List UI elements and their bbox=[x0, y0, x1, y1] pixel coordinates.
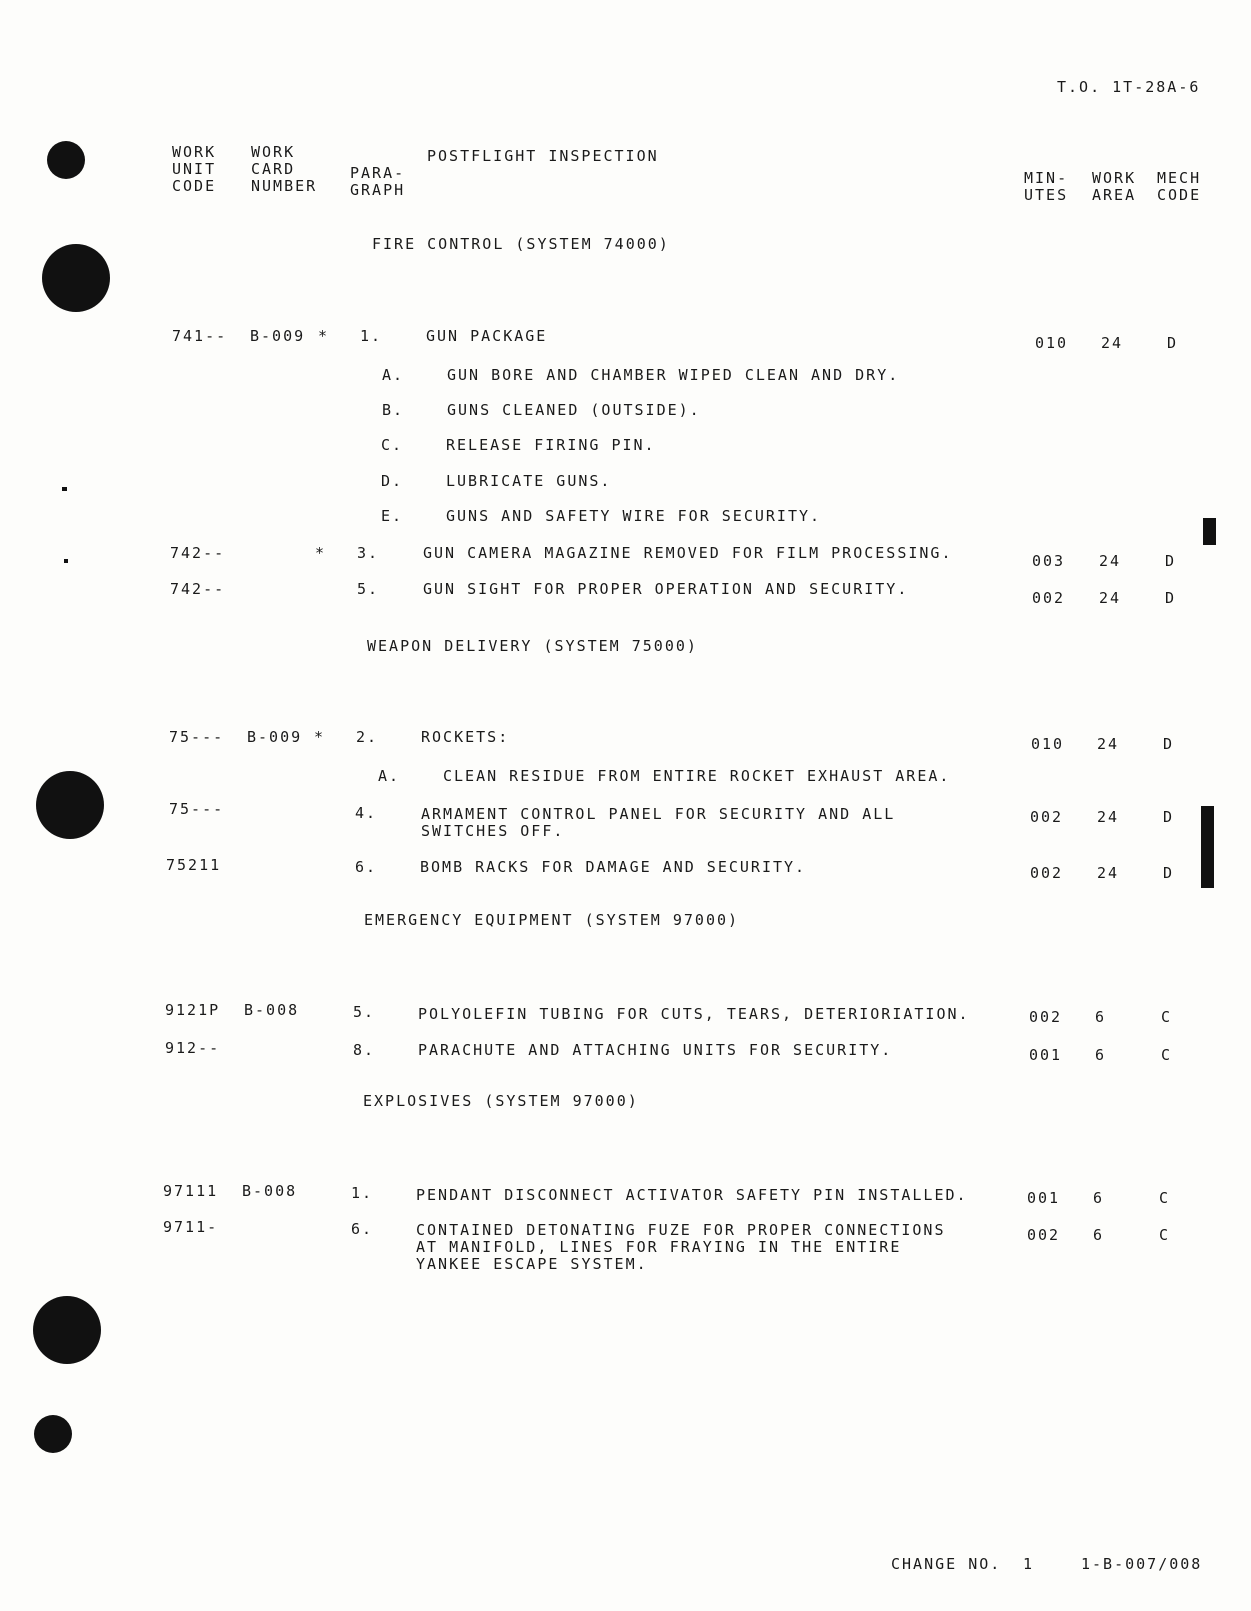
paragraph-number: 6. bbox=[351, 1220, 374, 1238]
margin-tick bbox=[62, 487, 67, 491]
header-paragraph: PARA- GRAPH bbox=[350, 164, 406, 199]
binder-hole bbox=[42, 244, 110, 312]
header-work-area: WORK AREA bbox=[1092, 169, 1137, 204]
binder-hole bbox=[47, 141, 85, 179]
asterisk-mark: * bbox=[315, 544, 327, 562]
work-unit-code: 742-- bbox=[170, 580, 226, 598]
work-card-number: B-008 bbox=[244, 1001, 300, 1019]
change-label: CHANGE NO. bbox=[891, 1555, 1002, 1573]
margin-tick bbox=[64, 559, 68, 563]
item-text: PENDANT DISCONNECT ACTIVATOR SAFETY PIN INSTALLED. bbox=[416, 1186, 968, 1204]
section-heading: FIRE CONTROL (SYSTEM 74000) bbox=[372, 235, 670, 253]
section-heading: EXPLOSIVES (SYSTEM 97000) bbox=[363, 1092, 639, 1110]
sub-item-letter: A. bbox=[382, 366, 405, 384]
item-text: POLYOLEFIN TUBING FOR CUTS, TEARS, DETERIORIATION. bbox=[418, 1005, 970, 1023]
work-unit-code: 75--- bbox=[169, 800, 225, 818]
minutes: 001 bbox=[1029, 1046, 1063, 1064]
work-card-number: B-008 bbox=[242, 1182, 298, 1200]
mech-code: C bbox=[1161, 1008, 1173, 1026]
minutes: 010 bbox=[1031, 735, 1065, 753]
section-heading: EMERGENCY EQUIPMENT (SYSTEM 97000) bbox=[364, 911, 740, 929]
work-area: 6 bbox=[1095, 1008, 1107, 1026]
work-area: 6 bbox=[1093, 1189, 1105, 1207]
work-area: 6 bbox=[1093, 1226, 1105, 1244]
work-unit-code: 912-- bbox=[165, 1039, 221, 1057]
sub-item-text: RELEASE FIRING PIN. bbox=[446, 436, 656, 454]
work-area: 24 bbox=[1097, 735, 1120, 753]
work-unit-code: 75--- bbox=[169, 728, 225, 746]
sub-item-text: LUBRICATE GUNS. bbox=[446, 472, 612, 490]
paragraph-number: 3. bbox=[357, 544, 380, 562]
binder-hole bbox=[36, 771, 104, 839]
sub-item-letter: A. bbox=[378, 767, 401, 785]
item-text: CONTAINED DETONATING FUZE FOR PROPER CONNECTIONS AT MANIFOLD, LINES FOR FRAYING IN THE ENTIRE YANKEE ESCAPE SYSTEM. bbox=[416, 1221, 946, 1273]
mech-code: D bbox=[1163, 735, 1175, 753]
header-work-card-number: WORK CARD NUMBER bbox=[251, 143, 318, 195]
item-text: PARACHUTE AND ATTACHING UNITS FOR SECURITY. bbox=[418, 1041, 893, 1059]
mech-code: C bbox=[1159, 1226, 1171, 1244]
asterisk-mark: * bbox=[314, 728, 326, 746]
work-unit-code: 9121P bbox=[165, 1001, 221, 1019]
paragraph-number: 1. bbox=[351, 1184, 374, 1202]
sub-item-letter: D. bbox=[381, 472, 404, 490]
mech-code: D bbox=[1165, 552, 1177, 570]
asterisk-mark: * bbox=[318, 327, 330, 345]
mech-code: C bbox=[1161, 1046, 1173, 1064]
paragraph-number: 2. bbox=[356, 728, 379, 746]
item-text: GUN CAMERA MAGAZINE REMOVED FOR FILM PROCESSING. bbox=[423, 544, 953, 562]
paragraph-number: 5. bbox=[353, 1003, 376, 1021]
minutes: 002 bbox=[1032, 589, 1066, 607]
work-area: 24 bbox=[1097, 864, 1120, 882]
paragraph-number: 4. bbox=[355, 804, 378, 822]
mech-code: D bbox=[1165, 589, 1177, 607]
work-area: 24 bbox=[1101, 334, 1124, 352]
paragraph-number: 6. bbox=[355, 858, 378, 876]
work-unit-code: 9711- bbox=[163, 1218, 219, 1236]
mech-code: C bbox=[1159, 1189, 1171, 1207]
page-title: POSTFLIGHT INSPECTION bbox=[427, 147, 659, 165]
sub-item-text: CLEAN RESIDUE FROM ENTIRE ROCKET EXHAUST AREA. bbox=[443, 767, 951, 785]
mech-code: D bbox=[1163, 808, 1175, 826]
sub-item-letter: E. bbox=[381, 507, 404, 525]
work-card-number: B-009 bbox=[250, 327, 306, 345]
paragraph-number: 5. bbox=[357, 580, 380, 598]
section-heading: WEAPON DELIVERY (SYSTEM 75000) bbox=[367, 637, 698, 655]
binder-hole bbox=[33, 1296, 101, 1364]
page-number: 1-B-007/008 bbox=[1081, 1555, 1203, 1573]
paragraph-number: 1. bbox=[360, 327, 383, 345]
minutes: 002 bbox=[1030, 864, 1064, 882]
work-area: 24 bbox=[1099, 589, 1122, 607]
work-area: 24 bbox=[1097, 808, 1120, 826]
sub-item-letter: C. bbox=[381, 436, 404, 454]
work-unit-code: 97111 bbox=[163, 1182, 219, 1200]
mech-code: D bbox=[1163, 864, 1175, 882]
doc-id: T.O. 1T-28A-6 bbox=[1057, 78, 1201, 96]
binder-hole bbox=[34, 1415, 72, 1453]
item-text: BOMB RACKS FOR DAMAGE AND SECURITY. bbox=[420, 858, 807, 876]
sub-item-letter: B. bbox=[382, 401, 405, 419]
header-minutes: MIN- UTES bbox=[1024, 169, 1069, 204]
mech-code: D bbox=[1167, 334, 1179, 352]
item-text: GUN PACKAGE bbox=[426, 327, 548, 345]
sub-item-text: GUNS CLEANED (OUTSIDE). bbox=[447, 401, 701, 419]
change-bar bbox=[1201, 806, 1214, 888]
minutes: 010 bbox=[1035, 334, 1069, 352]
minutes: 003 bbox=[1032, 552, 1066, 570]
minutes: 002 bbox=[1027, 1226, 1061, 1244]
work-unit-code: 741-- bbox=[172, 327, 228, 345]
header-mech-code: MECH CODE bbox=[1157, 169, 1202, 204]
work-card-number: B-009 bbox=[247, 728, 303, 746]
work-area: 6 bbox=[1095, 1046, 1107, 1064]
work-area: 24 bbox=[1099, 552, 1122, 570]
item-text: GUN SIGHT FOR PROPER OPERATION AND SECURITY. bbox=[423, 580, 909, 598]
change-number: 1 bbox=[1023, 1555, 1035, 1573]
header-work-unit-code: WORK UNIT CODE bbox=[172, 143, 217, 195]
item-text: ROCKETS: bbox=[421, 728, 510, 746]
paragraph-number: 8. bbox=[353, 1041, 376, 1059]
minutes: 001 bbox=[1027, 1189, 1061, 1207]
minutes: 002 bbox=[1030, 808, 1064, 826]
item-text: ARMAMENT CONTROL PANEL FOR SECURITY AND ALL SWITCHES OFF. bbox=[421, 805, 896, 840]
sub-item-text: GUN BORE AND CHAMBER WIPED CLEAN AND DRY. bbox=[447, 366, 900, 384]
minutes: 002 bbox=[1029, 1008, 1063, 1026]
work-unit-code: 75211 bbox=[166, 856, 222, 874]
change-bar bbox=[1203, 518, 1216, 545]
sub-item-text: GUNS AND SAFETY WIRE FOR SECURITY. bbox=[446, 507, 822, 525]
work-unit-code: 742-- bbox=[170, 544, 226, 562]
